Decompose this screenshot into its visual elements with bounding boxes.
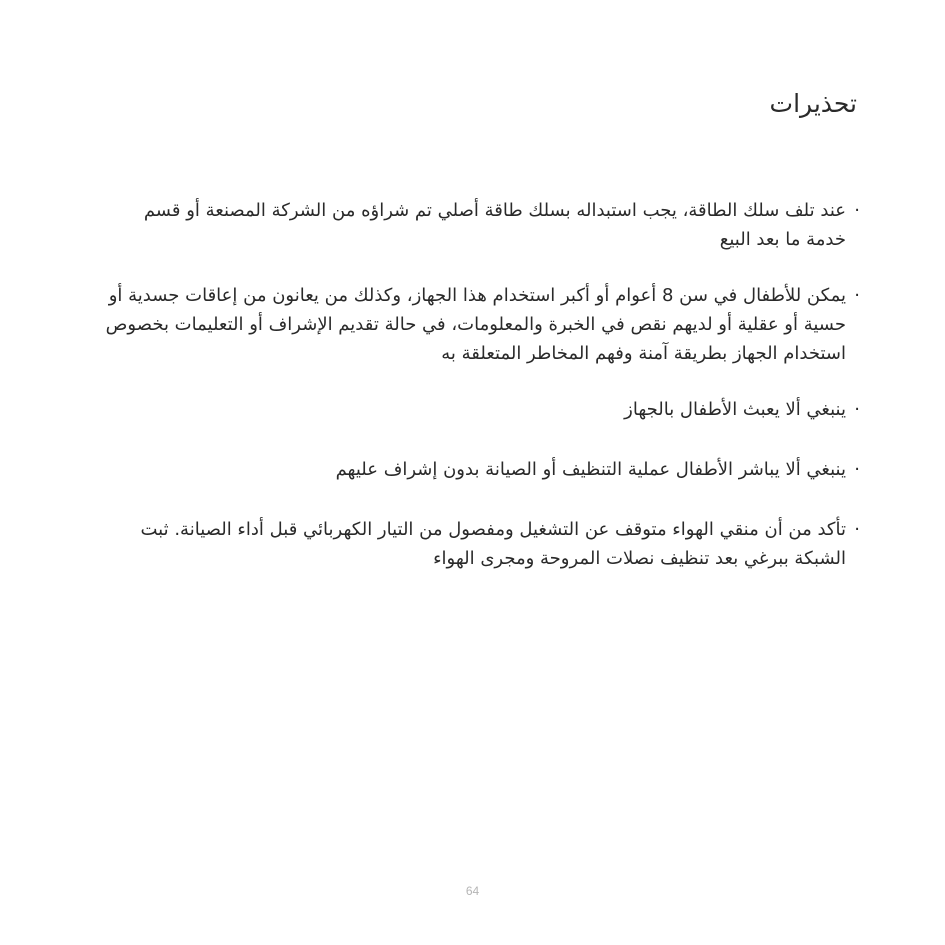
bullet-icon: · xyxy=(854,399,860,420)
bullet-icon: · xyxy=(854,285,860,306)
warning-text: ينبغي ألا يباشر الأطفال عملية التنظيف أو الصيانة بدون إشراف عليهم xyxy=(335,459,846,480)
warning-item-power-cord xyxy=(100,196,860,254)
bullet-icon: · xyxy=(854,519,860,540)
warnings-list xyxy=(100,196,860,600)
warning-text: ينبغي ألا يعبث الأطفال بالجهاز xyxy=(624,399,846,420)
warning-item-children-supervision xyxy=(100,281,860,368)
warning-text: يمكن للأطفال في سن 8 أعوام أو أكبر استخدام هذا الجهاز، وكذلك من يعانون من إعاقات جسدية أو حسية أو عقلية أو لديهم نقص في الخبرة والمعلومات، في حالة تقديم الإشراف أو التعليمات بخصوص استخدام الجهاز بطريقة آمنة وفهم المخاطر المتعلقة به xyxy=(105,285,846,364)
warning-text: تأكد من أن منقي الهواء متوقف عن التشغيل ومفصول من التيار الكهربائي قبل أداء الصيانة. ثبت الشبكة ببرغي بعد تنظيف نصلات المروحة ومجرى الهواء xyxy=(140,519,846,569)
bullet-icon: · xyxy=(854,200,860,221)
page-number: 64 xyxy=(465,884,480,898)
warning-item-children-play xyxy=(100,395,860,424)
warning-text: عند تلف سلك الطاقة، يجب استبداله بسلك طاقة أصلي تم شراؤه من الشركة المصنعة أو قسم خدمة ما بعد البيع xyxy=(143,200,846,250)
bullet-icon: · xyxy=(854,459,860,480)
warning-item-children-cleaning xyxy=(100,455,860,484)
warning-item-maintenance xyxy=(100,515,860,573)
page-title: تحذيرات xyxy=(769,89,857,118)
